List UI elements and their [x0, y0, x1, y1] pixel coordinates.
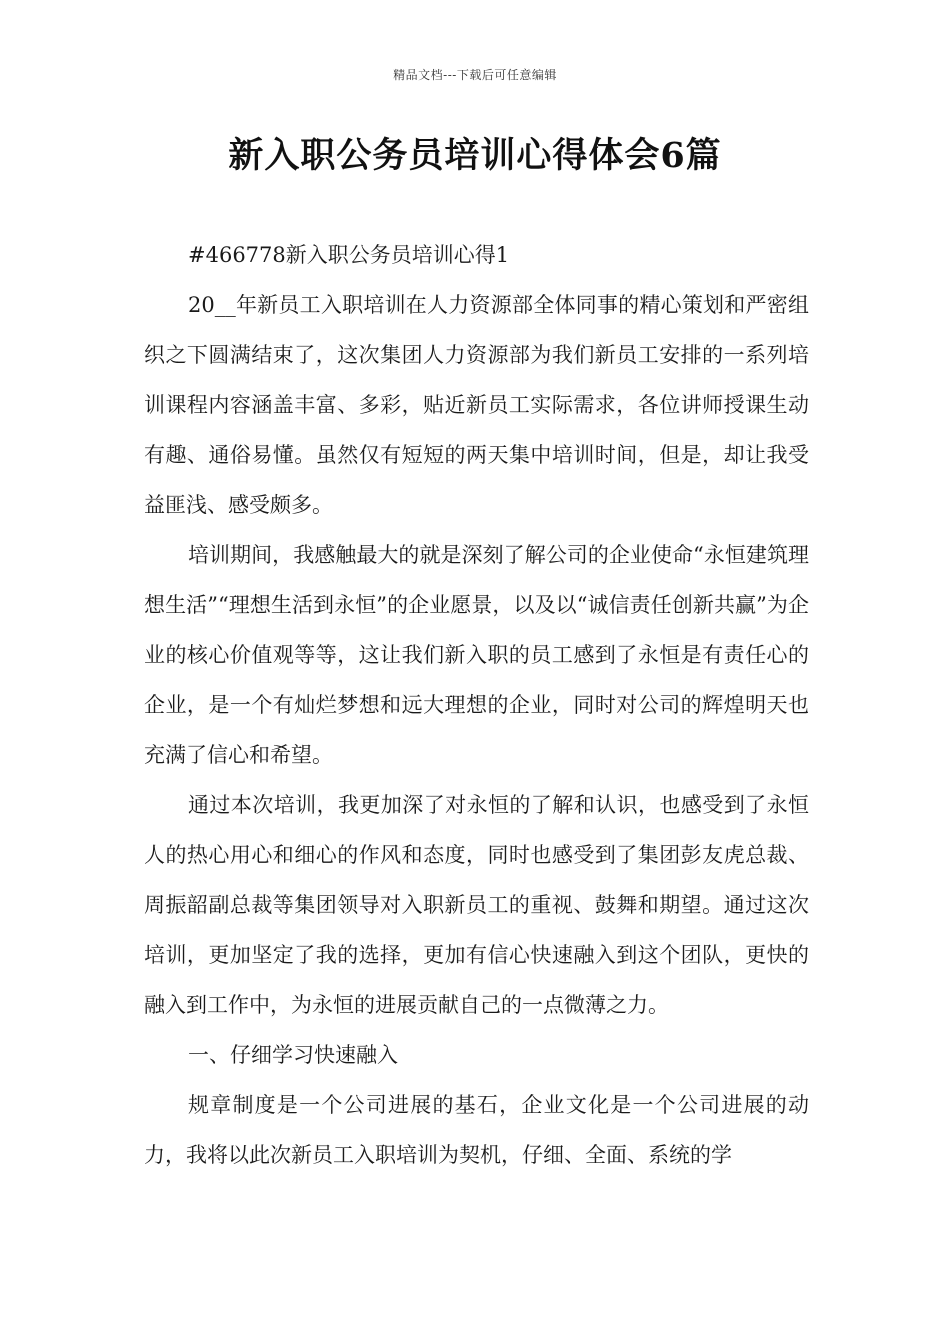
paragraph-2: 培训期间，我感触最大的就是深刻了解公司的企业使命“永恒建筑理想生活”“理想生活到永恒”的企业愿景，以及以“诚信责任创新共赢”为企业的核心价值观等等，这让我们新入职的员工感到了永恒是有责任心的企业，是一个有灿烂梦想和远大理想的企业，同时对公司的辉煌明天也充满了信心和希望。	[144, 543, 809, 767]
header-note: 精品文档---下载后可任意编辑	[393, 68, 557, 82]
paragraph-4: 规章制度是一个公司进展的基石，企业文化是一个公司进展的动力，我将以此次新员工入职培训为契机，仔细、全面、系统的学	[144, 1093, 809, 1167]
document-title: 新入职公务员培训心得体会6篇	[228, 135, 722, 176]
paragraph-3: 通过本次培训，我更加深了对永恒的了解和认识，也感受到了永恒人的热心用心和细心的作风和态度，同时也感受到了集团彭友虎总裁、周振韶副总裁等集团领导对入职新员工的重视、鼓舞和期望。通过这次培训，更加坚定了我的选择，更加有信心快速融入到这个团队，更快的融入到工作中，为永恒的进展贡献自己的一点微薄之力。	[144, 793, 809, 1017]
section-heading-1: #466778新入职公务员培训心得1	[188, 243, 510, 267]
subheading-1: 一、仔细学习快速融入	[188, 1043, 398, 1067]
document-body	[144, 230, 809, 1180]
paragraph-1: 20__年新员工入职培训在人力资源部全体同事的精心策划和严密组织之下圆满结束了，这次集团人力资源部为我们新员工安排的一系列培训课程内容涵盖丰富、多彩，贴近新员工实际需求，各位讲师授课生动有趣、通俗易懂。虽然仅有短短的两天集中培训时间，但是，却让我受益匪浅、感受颇多。	[144, 293, 809, 517]
